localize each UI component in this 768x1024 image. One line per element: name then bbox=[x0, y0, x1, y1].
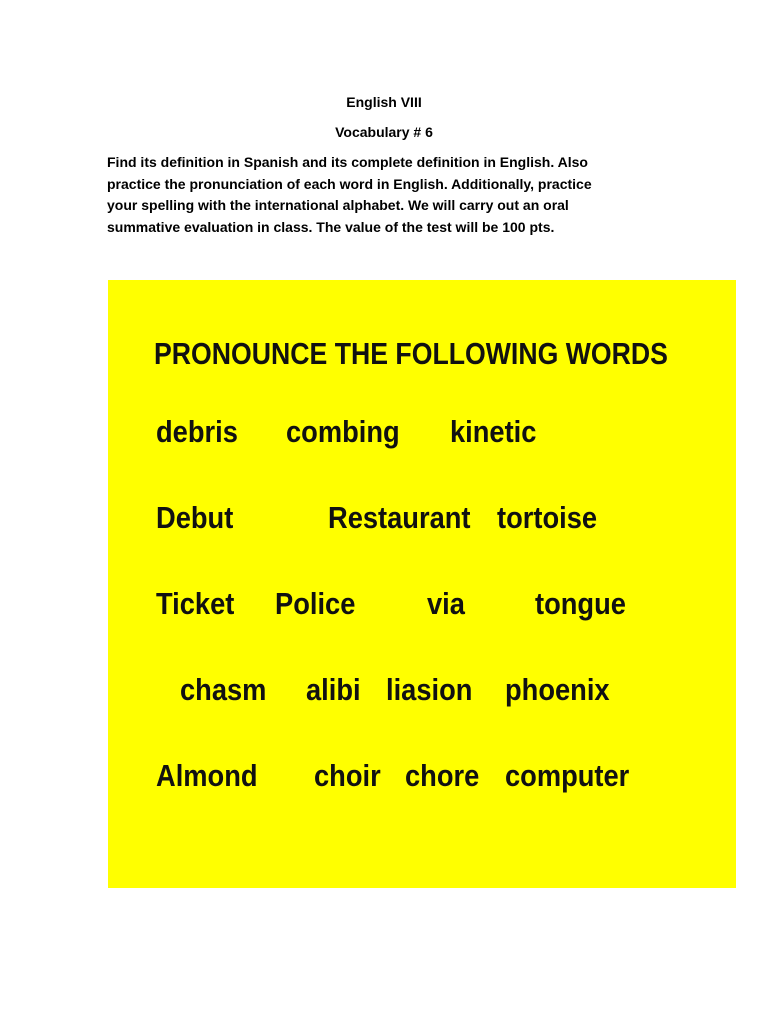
instructions-line: practice the pronunciation of each word in English. Additionally, practice bbox=[107, 175, 592, 192]
vocab-word: liasion bbox=[386, 672, 473, 707]
vocab-word: Ticket bbox=[156, 586, 235, 621]
vocab-word: via bbox=[427, 586, 465, 621]
vocab-word: combing bbox=[286, 414, 400, 449]
vocab-word: chasm bbox=[180, 672, 267, 707]
vocab-word: kinetic bbox=[450, 414, 537, 449]
vocab-word: Debut bbox=[156, 500, 234, 535]
vocabulary-image-panel bbox=[108, 280, 736, 888]
instructions-line: Find its definition in Spanish and its complete definition in English. Also bbox=[107, 154, 588, 170]
vocab-word: Almond bbox=[156, 758, 258, 793]
vocab-word: Restaurant bbox=[328, 500, 471, 535]
vocab-word: Police bbox=[275, 586, 356, 621]
vocab-word: computer bbox=[505, 758, 630, 793]
vocab-word: debris bbox=[156, 414, 238, 449]
vocab-word: tongue bbox=[535, 586, 626, 621]
instructions-line: summative evaluation in class. The value of the test will be 100 pts. bbox=[107, 218, 555, 235]
vocab-word: tortoise bbox=[497, 500, 598, 535]
document-title: English VIII bbox=[346, 94, 422, 110]
vocab-word: chore bbox=[405, 758, 480, 793]
vocab-word: choir bbox=[314, 758, 381, 793]
document-subtitle: Vocabulary # 6 bbox=[335, 124, 433, 140]
vocab-word: alibi bbox=[306, 672, 361, 707]
vocab-word: phoenix bbox=[505, 672, 610, 707]
instructions-paragraph bbox=[107, 152, 667, 238]
instructions-line: your spelling with the international alphabet. We will carry out an oral bbox=[107, 197, 569, 213]
panel-heading: PRONOUNCE THE FOLLOWING WORDS bbox=[154, 336, 668, 371]
